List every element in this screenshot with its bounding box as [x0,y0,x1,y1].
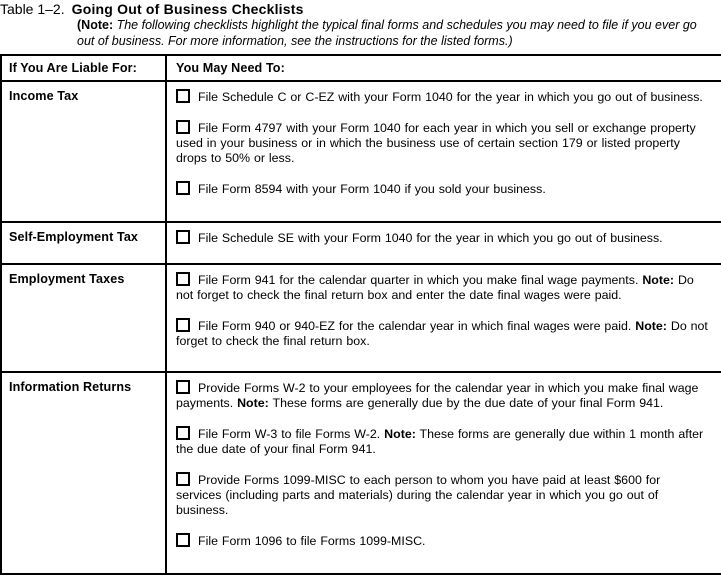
checkbox-icon [176,533,190,547]
table-row [1,372,721,574]
item-text: File Form 4797 with your Form 1040 for each year in which you sell or exchange property used in your business or in which the business use of certain section 179 or listed property drops to 50% or less. [176,121,696,165]
checklist-item [176,120,709,166]
checklist-item [176,89,709,105]
checklist-item [176,181,709,197]
item-note-emphasis: Note: [635,319,667,333]
table-note [77,18,715,49]
checkbox-icon [176,230,190,244]
checklist-item [176,533,709,549]
checkbox-icon [176,89,190,103]
row-label: Self-Employment Tax [1,222,166,264]
checkbox-icon [176,318,190,332]
checklist-item [176,426,709,457]
item-text: Do not forget to check the final return box and enter the date final wages were paid. [176,273,694,302]
checklist-item [176,472,709,518]
note-text: The following checklists highlight the typical final forms and schedules you may need to file if you ever go out of business. For more information, see the instructions for the listed forms.) [77,18,697,48]
table-row [1,81,721,222]
item-text: File Schedule SE with your Form 1040 for the year in which you go out of business. [198,231,663,245]
checkbox-icon [176,472,190,486]
checklist-item [176,272,709,303]
table-row [1,222,721,264]
item-text: Provide Forms W-2 to your employees for the calendar year in which you make final wage payments. [176,381,699,410]
item-text: File Schedule C or C-EZ with your Form 1040 for the year in which you go out of business. [198,90,703,104]
row-label: Employment Taxes [1,264,166,372]
item-text: These forms are generally due within 1 month after the due date of your final Form 941. [176,427,704,456]
title-block [0,0,721,49]
table-row [1,264,721,372]
item-text: File Form 940 or 940-EZ for the calendar year in which final wages were paid. [198,319,636,333]
table-number: Table 1–2. [0,1,65,17]
checkbox-icon [176,120,190,134]
note-label: (Note: [77,18,114,32]
item-text: File Form 8594 with your Form 1040 if you sold your business. [198,182,546,196]
item-note-emphasis: Note: [237,396,269,410]
checklist-item [176,318,709,349]
checklist-item [176,380,709,411]
checklist-table [0,54,721,575]
header-row [1,55,721,81]
item-note-emphasis: Note: [642,273,674,287]
row-items [166,264,721,372]
row-label: Income Tax [1,81,166,222]
table-title-text: Going Out of Business Checklists [71,1,304,17]
row-label: Information Returns [1,372,166,574]
item-text: Do not forget to check the final return box. [176,319,708,348]
checkbox-icon [176,272,190,286]
row-items [166,222,721,264]
item-note-emphasis: Note: [384,427,416,441]
checkbox-icon [176,181,190,195]
table-body [1,81,721,574]
item-text: File Form 1096 to file Forms 1099-MISC. [198,534,426,548]
column-header-liable-for: If You Are Liable For: [1,55,166,81]
row-items [166,372,721,574]
checklist-item [176,230,709,246]
column-header-may-need-to: You May Need To: [166,55,721,81]
item-text: File Form W-3 to file Forms W-2. [198,427,385,441]
item-text: File Form 941 for the calendar quarter in which you make final wage payments. [198,273,643,287]
table-title [0,1,721,17]
item-text: Provide Forms 1099-MISC to each person to whom you have paid at least $600 for services (including parts and materials) during the calendar year in which you go out of business. [176,473,661,517]
checkbox-icon [176,380,190,394]
row-items [166,81,721,222]
checkbox-icon [176,426,190,440]
item-text: These forms are generally due by the due date of your final Form 941. [268,396,664,410]
